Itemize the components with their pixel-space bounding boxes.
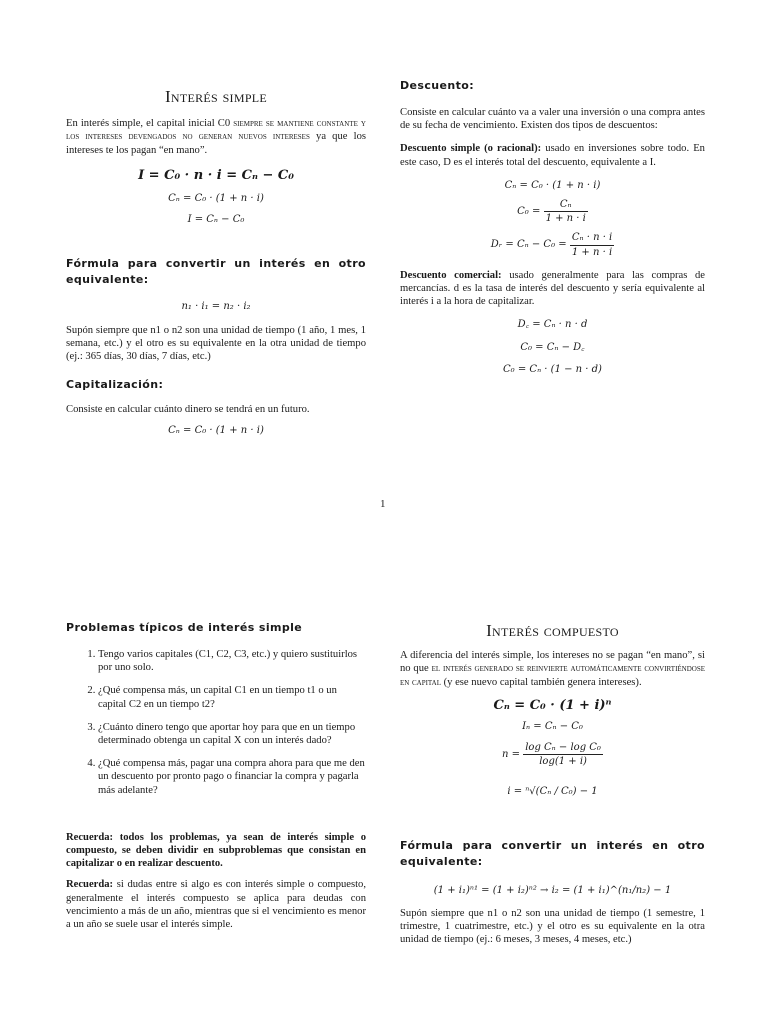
page-2 xyxy=(0,512,768,1024)
typical-problems-section xyxy=(66,620,366,931)
capitalization-text: Consiste en calcular cuánto dinero se tendrá en un futuro. xyxy=(66,404,310,416)
equivalent-rate-heading: Fórmula para convertir un interés en otro equivalente: xyxy=(66,257,366,287)
simple-interest-formula: I = Cₙ − C₀ xyxy=(187,214,245,226)
list-item: 3. ¿Cuánto dinero tengo que aportar hoy para que en un tiempo determinado obtenga un capital X con un interés dado? xyxy=(98,721,366,747)
page-number: 1 xyxy=(380,498,386,510)
simple-interest-section xyxy=(66,87,366,438)
list-item: 2. ¿Qué compensa más, un capital C1 en un tiempo t1 o un capital C2 en un tiempo t2? xyxy=(98,684,366,710)
simple-final-capital-formula: Cₙ = C₀ · (1 + n · i) xyxy=(168,193,264,205)
commercial-formula-3: C₀ = Cₙ · (1 − n · d) xyxy=(503,363,602,375)
simple-interest-main-formula: I = C₀ · n · i = Cₙ − C₀ xyxy=(138,167,294,183)
capitalization-formula: Cₙ = C₀ · (1 + n · i) xyxy=(168,425,264,437)
discount-formula-2: C₀ = $\frac{\text{Cₙ}}{1 + n \cdot i}$ xyxy=(517,199,586,225)
compound-equivalent-text: Supón siempre que n1 o n2 son una unidad de tiempo (1 semestre, 1 trimestre, 1 cuatrimestre, etc.) y el otro es su equivalente en la otra unidad de tiempo (ej.: 6 meses, 3 meses, 4 meses, etc.) xyxy=(400,908,705,946)
simple-interest-intro: En interés simple, el capital inicial C0 siempre se mantiene constante y los intereses devengados no generan nuevos intereses ya que los intereses te los pagan “en mano”. xyxy=(66,118,366,156)
compound-equivalent-heading: Fórmula para convertir un interés en otro equivalente: xyxy=(400,838,705,868)
reminder-note-1: Recuerda: todos los problemas, ya sean de interés simple o compuesto, se deben dividir en subproblemas que consistan en capitalizar o en realizar descuento. xyxy=(66,831,366,870)
capitalization-heading: Capitalización: xyxy=(66,378,164,392)
simple-discount-text: Descuento simple (o racional): usado en inversiones sobre todo. En este caso, D es el interés total del descuento, equivalente a I. xyxy=(400,143,705,168)
commercial-formula-1: D꜀ = Cₙ · n · d xyxy=(517,319,588,331)
problems-list xyxy=(66,648,366,797)
discount-formula-3: Dᵣ = Cₙ − C₀ = $\frac{\text{Cₙ · n · i}}{1 + n \cdot i}$ xyxy=(490,232,613,258)
list-item: 4. ¿Qué compensa más, pagar una compra ahora para que me den un descuento por pronto pago o financiar la compra y pagarla más adelante? xyxy=(98,757,366,797)
compound-n-formula: n = $\frac{\text{log Cₙ − log C₀}}{\log(1 + i)}$ xyxy=(502,742,601,768)
compound-equivalent-formula: (1 + i₁)ⁿ¹ = (1 + i₂)ⁿ² → i₂ = (1 + i₁)^(n₁/n₂) − 1 xyxy=(433,884,672,896)
list-item: 1. Tengo varios capitales (C1, C2, C3, etc.) y quiero sustituirlos por uno solo. xyxy=(98,648,366,674)
compound-interest-formula: Iₙ = Cₙ − C₀ xyxy=(522,721,583,733)
compound-interest-intro: A diferencia del interés simple, los intereses no se pagan “en mano”, si no que el interés generado se reinvierte automáticamente convirtiéndose en capital (y ese nuevo capital también genera intereses). xyxy=(400,650,706,688)
commercial-discount-text: Descuento comercial: usado generalmente para las compras de mercancías. d es la tasa de interés del descuento y sería equivalente al interés i a la hora de capitalizar. xyxy=(400,269,706,308)
typical-problems-heading: Problemas típicos de interés simple xyxy=(66,621,303,634)
compound-interest-section xyxy=(400,621,706,947)
discount-formula-1: Cₙ = C₀ · (1 + n · i) xyxy=(504,179,601,191)
reminder-note-2: Recuerda: si dudas entre si algo es con interés simple o compuesto, generalmente el interés compuesto se aplica para deudas con vencimiento a más de un año, mientras que si el vencimiento es menor a un año se suele usar el interés simple. xyxy=(66,879,366,931)
commercial-formula-2: C₀ = Cₙ − D꜀ xyxy=(520,341,585,353)
discount-heading: Descuento: xyxy=(400,79,474,92)
compound-main-formula: Cₙ = C₀ · (1 + i)ⁿ xyxy=(493,697,612,713)
equivalent-rate-formula: n₁ · i₁ = n₂ · i₂ xyxy=(181,301,251,313)
discount-text: Consiste en calcular cuánto va a valer una inversión o una compra antes de su fecha de vencimiento. Existen dos tipos de descuentos: xyxy=(400,107,705,132)
compound-i-formula: i = ⁿ√(Cₙ / C₀) − 1 xyxy=(507,785,598,797)
equivalent-rate-text: Supón siempre que n1 o n2 son una unidad de tiempo (1 año, 1 mes, 1 semana, etc.) y el otro es su equivalente en la otra unidad de tiempo (ej.: 365 días, 30 días, 7 días, etc.) xyxy=(66,324,366,363)
discount-section xyxy=(400,78,705,376)
compound-interest-title: Interés compuesto xyxy=(486,621,619,640)
simple-interest-title: Interés simple xyxy=(164,87,268,106)
